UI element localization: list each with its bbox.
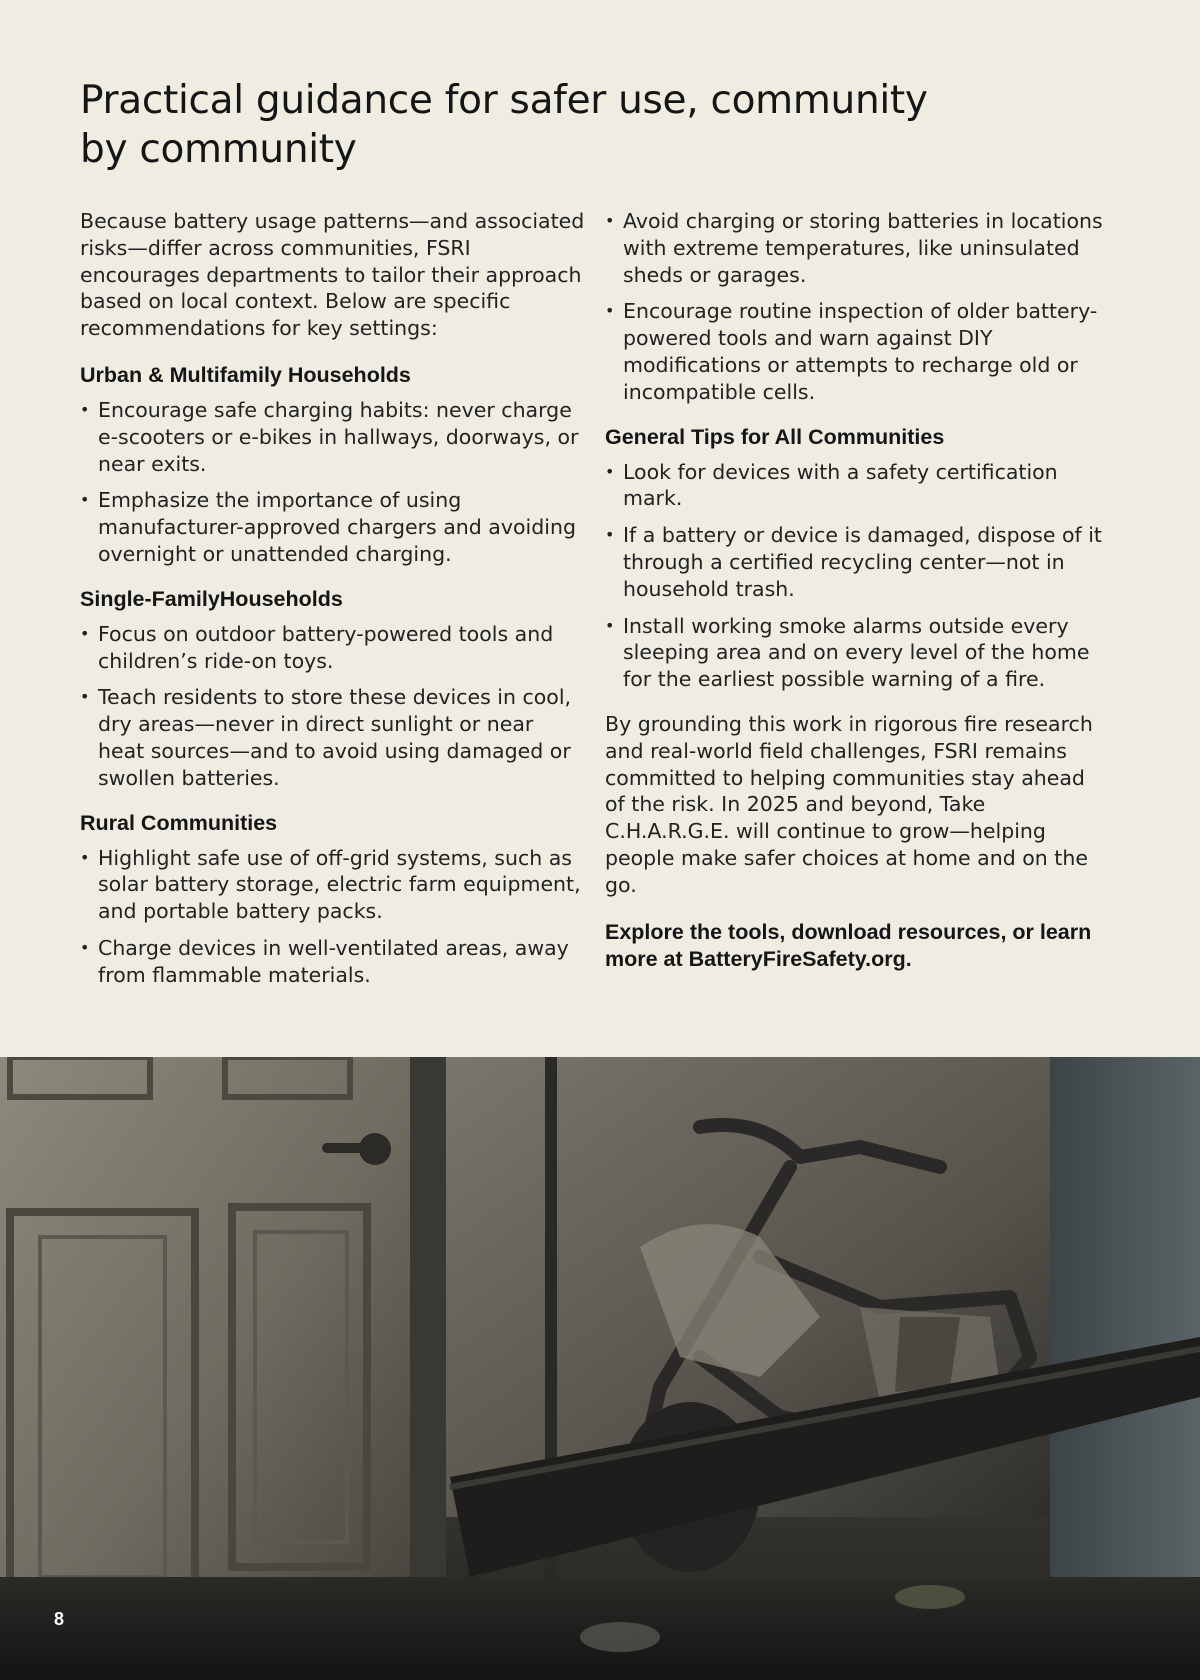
call-to-action: Explore the tools, download resources, or learn more at BatteryFireSafety.org. xyxy=(605,919,1092,971)
section-heading-rural: Rural Communities xyxy=(80,810,278,835)
rural-list-continued xyxy=(605,208,1110,406)
section-heading-single-family: Single-FamilyHouseholds xyxy=(80,586,343,611)
left-column xyxy=(80,208,585,1007)
list-item: • Look for devices with a safety certification mark. xyxy=(605,459,1110,513)
rural-list xyxy=(80,845,585,989)
list-item: • Emphasize the importance of using manufacturer-approved chargers and avoiding overnight or unattended charging. xyxy=(80,487,585,567)
list-item: • Highlight safe use of off-grid systems, such as solar battery storage, electric farm equipment, and portable battery packs. xyxy=(80,845,585,925)
burned-scooter-photo xyxy=(0,1057,1200,1680)
list-item: • If a battery or device is damaged, dispose of it through a certified recycling center—not in household trash. xyxy=(605,522,1110,602)
list-item: • Encourage routine inspection of older battery-powered tools and warn against DIY modifications or attempts to recharge old or incompatible cells. xyxy=(605,298,1110,405)
intro-paragraph: Because battery usage patterns—and associated risks—differ across communities, FSRI encourages departments to tailor their approach based on local context. Below are specific recommendations for key settings: xyxy=(80,209,585,341)
list-item: • Focus on outdoor battery-powered tools and children’s ride-on toys. xyxy=(80,621,585,675)
list-item: • Teach residents to store these devices in cool, dry areas—never in direct sunlight or near heat sources—and to avoid using damaged or swollen batteries. xyxy=(80,684,585,791)
page-number: 8 xyxy=(54,1609,65,1629)
page-title: Practical guidance for safer use, community by community xyxy=(80,78,928,172)
single-family-list xyxy=(80,621,585,792)
closing-paragraph: By grounding this work in rigorous fire research and real-world field challenges, FSRI remains committed to helping communities stay ahead of the risk. In 2025 and beyond, Take C.H.A.R.G.E. will continue to grow—helping people make safer choices at home and on the go. xyxy=(605,711,1093,897)
list-item: • Charge devices in well-ventilated areas, away from flammable materials. xyxy=(80,935,585,989)
section-heading-urban: Urban & Multifamily Households xyxy=(80,362,411,387)
right-column xyxy=(605,208,1110,973)
list-item: • Install working smoke alarms outside every sleeping area and on every level of the home for the earliest possible warning of a fire. xyxy=(605,613,1110,693)
general-tips-list xyxy=(605,459,1110,693)
list-item: • Encourage safe charging habits: never charge e-scooters or e-bikes in hallways, doorways, or near exits. xyxy=(80,397,585,477)
list-item: • Avoid charging or storing batteries in locations with extreme temperatures, like uninsulated sheds or garages. xyxy=(605,208,1110,288)
section-heading-general-tips: General Tips for All Communities xyxy=(605,424,945,449)
urban-list xyxy=(80,397,585,568)
